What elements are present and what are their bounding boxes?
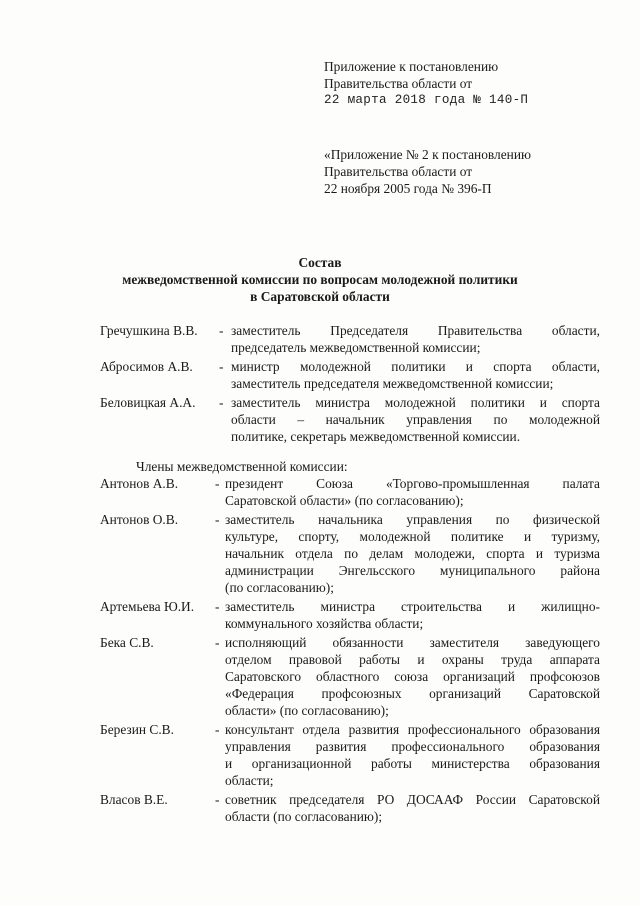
description-line: председатель межведомственной комиссии; (231, 340, 481, 355)
description-line: (по согласованию); (225, 580, 334, 595)
appendix-date-stamp: 22 марта 2018 года № 140-П (324, 93, 529, 107)
description-line: советник председателя РО ДОСААФ России Саратовской (225, 792, 600, 807)
description-line: заместитель министра молодежной политики и спорта (231, 395, 600, 410)
description-line: Саратовской области» (по согласованию); (225, 493, 464, 508)
appendix-line-2: Правительства области от (324, 76, 473, 91)
dash-separator: - (219, 359, 224, 374)
dash-separator: - (215, 599, 220, 614)
position-description (225, 598, 600, 632)
position-description (225, 511, 600, 596)
person-name: Антонов О.В. (100, 512, 179, 527)
description-line: исполняющий обязанности заместителя заведующего (225, 635, 600, 650)
person-name: Гречушкина В.В. (100, 323, 198, 338)
description-line: консультант отдела развития профессионального образования (225, 722, 600, 737)
description-line: Саратовского областного союза организаций профсоюзов (225, 669, 600, 684)
position-description (231, 322, 600, 356)
description-line: области; (225, 773, 274, 788)
dash-separator: - (215, 476, 220, 491)
description-line: министр молодежной политики и спорта области, (231, 359, 600, 374)
description-line: отделом правовой работы и охраны труда аппарата (225, 652, 600, 667)
members-heading: Члены межведомственной комиссии: (136, 459, 348, 474)
title-line-1: Состав (298, 255, 342, 270)
description-line: президент Союза «Торгово-промышленная палата (225, 476, 600, 491)
dash-separator: - (219, 395, 224, 410)
person-name: Артемьева Ю.И. (100, 599, 195, 614)
original-appendix-line-2: Правительства области от (324, 164, 473, 179)
description-line: политике, секретарь межведомственной комиссии. (231, 429, 521, 444)
description-line: заместитель председателя межведомственной комиссии; (231, 376, 554, 391)
person-name: Бека С.В. (100, 635, 154, 650)
person-name: Власов В.Е. (100, 792, 168, 807)
person-name: Абросимов А.В. (100, 359, 193, 374)
original-appendix-line-3: 22 ноября 2005 года № 396-П (324, 181, 492, 196)
description-line: коммунального хозяйства области; (225, 616, 424, 631)
description-line: области (по согласованию); (225, 809, 383, 824)
original-appendix-line-1: «Приложение № 2 к постановлению (324, 147, 531, 162)
dash-separator: - (219, 323, 224, 338)
original-appendix-header (324, 146, 624, 197)
description-line: «Федерация профсоюзных организаций Саратовской (225, 686, 600, 701)
dash-separator: - (215, 512, 220, 527)
position-description (225, 721, 600, 789)
title-line-2: межведомственной комиссии по вопросам молодежной политики (122, 272, 518, 287)
title-line-3: в Саратовской области (250, 289, 390, 304)
position-description (225, 475, 600, 509)
description-line: заместитель министра строительства и жилищно- (225, 599, 600, 614)
person-name: Беловицкая А.А. (100, 395, 196, 410)
dash-separator: - (215, 792, 220, 807)
person-name: Березин С.В. (100, 722, 174, 737)
document-title (0, 254, 640, 305)
description-line: области – начальник управления по молодежной (231, 412, 600, 427)
description-line: заместитель начальника управления по физической (225, 512, 600, 527)
description-line: и организационной работы министерства образования (225, 756, 600, 771)
description-line: администрации Энгельсского муниципального района (225, 563, 600, 578)
dash-separator: - (215, 722, 220, 737)
position-description (231, 394, 600, 445)
dash-separator: - (215, 635, 220, 650)
position-description (225, 791, 600, 825)
description-line: начальник отдела по делам молодежи, спорта и туризма (225, 546, 600, 561)
position-description (225, 634, 600, 719)
appendix-header (324, 58, 624, 109)
description-line: культуре, спорту, молодежной политике и туризму, (225, 529, 600, 544)
appendix-line-1: Приложение к постановлению (324, 59, 499, 74)
description-line: управления развития профессионального образования (225, 739, 600, 754)
description-line: области» (по согласованию); (225, 703, 389, 718)
person-name: Антонов А.В. (100, 476, 179, 491)
description-line: заместитель Председателя Правительства области, (231, 323, 600, 338)
position-description (231, 358, 600, 392)
